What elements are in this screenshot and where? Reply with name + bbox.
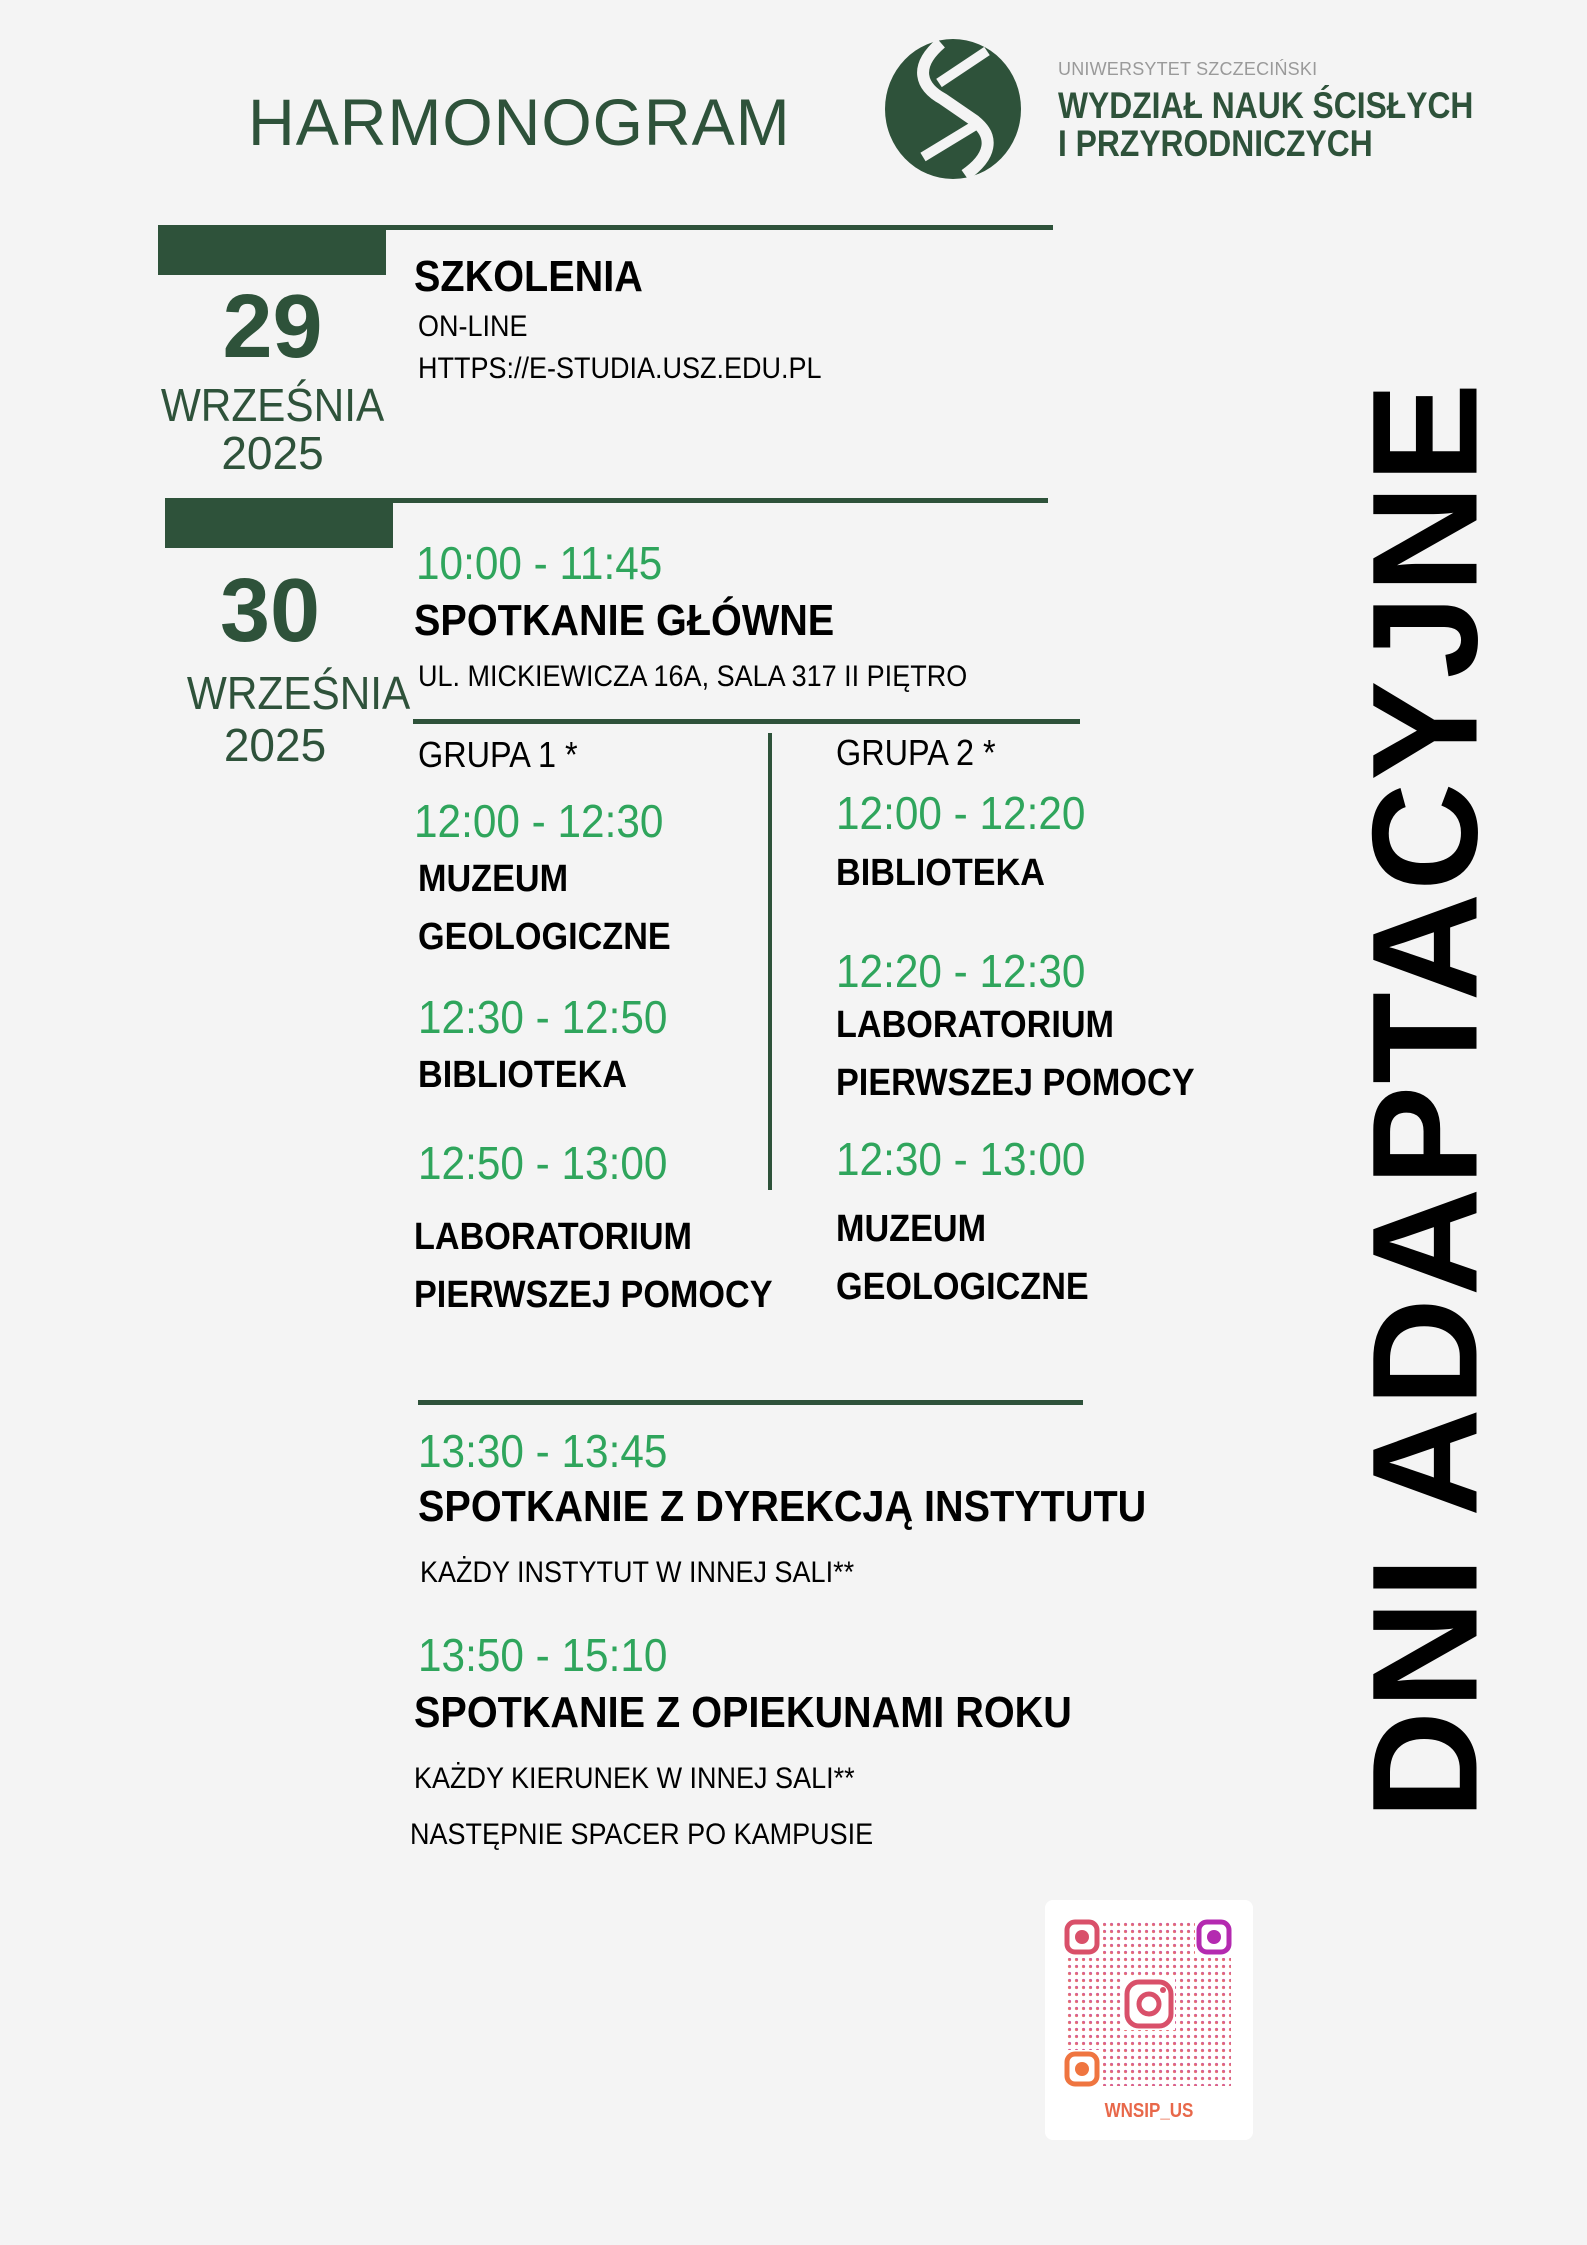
event-dyrekcja-time: 13:30 - 13:45: [418, 1425, 668, 1477]
event-url-link[interactable]: HTTPS://E-STUDIA.USZ.EDU.PL: [418, 352, 822, 385]
event-title-szkolenia: SZKOLENIA: [414, 252, 643, 301]
place-line: GEOLOGICZNE: [836, 1266, 1089, 1308]
side-title-text: DNI ADAPTACYJNE: [1340, 380, 1509, 1820]
place-line: MUZEUM: [836, 1208, 987, 1250]
day-number: 29: [222, 277, 323, 377]
place-line: BIBLIOTEKA: [418, 1054, 627, 1096]
day-year: 2025: [221, 427, 324, 479]
event-opiekunowie-note-2: NASTĘPNIE SPACER PO KAMPUSIE: [410, 1818, 874, 1851]
place-line: LABORATORIUM: [414, 1216, 693, 1258]
group-2-slot-3-place: [836, 1200, 1117, 1316]
group-2-slot-2-time: 12:20 - 12:30: [836, 945, 1086, 997]
group-1-slot-2-time: 12:30 - 12:50: [418, 991, 668, 1043]
main-event-title: SPOTKANIE GŁÓWNE: [414, 596, 835, 645]
divider-later-events: [418, 1400, 1083, 1405]
event-dyrekcja-note: KAŻDY INSTYTUT W INNEJ SALI**: [420, 1556, 855, 1589]
day-number: 30: [219, 561, 321, 661]
instagram-qr-card[interactable]: [1045, 1900, 1253, 2140]
date-block-30: [150, 561, 411, 771]
place-line: MUZEUM: [418, 858, 569, 900]
group-2-slot-2-place: [836, 996, 1234, 1112]
group-1-slot-3-place: [414, 1208, 812, 1324]
main-event-location: UL. MICKIEWICZA 16A, SALA 317 II PIĘTRO: [418, 660, 968, 693]
group-2-slot-1-place: [836, 844, 1068, 902]
event-mode: ON-LINE: [418, 310, 528, 343]
instagram-handle: WNSIP_US: [1104, 2100, 1194, 2122]
place-line: PIERWSZEJ POMOCY: [836, 1062, 1195, 1104]
page-title: HARMONOGRAM: [248, 85, 791, 159]
faculty-line-2: I PRZYRODNICZYCH: [1058, 123, 1373, 164]
faculty-line-1: WYDZIAŁ NAUK ŚCISŁYCH: [1058, 85, 1474, 126]
day-year: 2025: [223, 719, 327, 771]
group-1-slot-1-place: [418, 850, 699, 966]
group-1-slot-3-time: 12:50 - 13:00: [418, 1137, 668, 1189]
date-block-29: [150, 277, 395, 479]
event-opiekunowie-note: KAŻDY KIERUNEK W INNEJ SALI**: [414, 1762, 855, 1795]
event-dyrekcja-title: SPOTKANIE Z DYREKCJĄ INSTYTUTU: [418, 1482, 1147, 1531]
university-name: UNIWERSYTET SZCZECIŃSKI: [1058, 59, 1318, 79]
group-1-slot-1-time: 12:00 - 12:30: [414, 795, 664, 847]
faculty-name: [1058, 87, 1473, 163]
event-opiekunowie-title: SPOTKANIE Z OPIEKUNAMI ROKU: [414, 1688, 1072, 1737]
place-line: LABORATORIUM: [836, 1004, 1115, 1046]
event-opiekunowie-time: 13:50 - 15:10: [418, 1629, 668, 1681]
group-1-label: GRUPA 1 *: [418, 734, 578, 775]
group-column-divider: [768, 733, 772, 1190]
place-line: BIBLIOTEKA: [836, 852, 1045, 894]
group-2-label: GRUPA 2 *: [836, 732, 996, 773]
place-line: GEOLOGICZNE: [418, 916, 671, 958]
side-title: [1340, 335, 1509, 1865]
group-2-slot-3-time: 12:30 - 13:00: [836, 1133, 1086, 1185]
day-month: WRZEŚNIA: [160, 379, 385, 431]
main-event-time: 10:00 - 11:45: [416, 537, 663, 589]
usz-helix-logo-icon: [883, 37, 1023, 180]
date-bar-day-30: [165, 498, 393, 548]
place-line: PIERWSZEJ POMOCY: [414, 1274, 773, 1316]
day-month: WRZEŚNIA: [186, 667, 411, 719]
group-1-slot-2-place: [418, 1046, 650, 1104]
instagram-qr-icon: [1045, 1900, 1253, 2100]
date-bar-day-29: [158, 225, 386, 275]
group-2-slot-1-time: 12:00 - 12:20: [836, 787, 1086, 839]
divider-groups: [413, 719, 1080, 724]
